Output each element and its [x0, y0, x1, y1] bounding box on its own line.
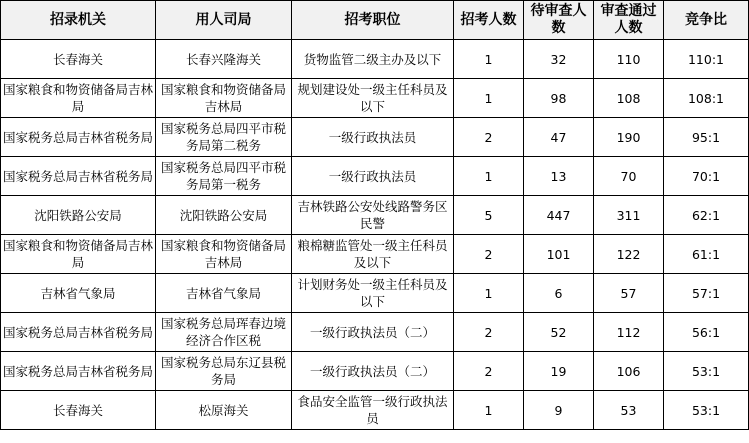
cell-department: 吉林省气象局: [156, 274, 292, 313]
table-row: [1, 157, 749, 196]
cell-agency: 国家税务总局吉林省税务局: [1, 157, 156, 196]
cell-department: 国家税务总局珲春边境经济合作区税: [156, 313, 292, 352]
cell-pending: 52: [524, 313, 594, 352]
cell-approved: 57: [594, 274, 664, 313]
cell-ratio: 62:1: [664, 196, 749, 235]
header-hiring-department: 用人司局: [156, 1, 292, 40]
cell-approved: 106: [594, 352, 664, 391]
cell-department: 国家税务总局四平市税务局第一税务: [156, 157, 292, 196]
header-competition-ratio: 竞争比: [664, 1, 749, 40]
cell-pending: 9: [524, 391, 594, 430]
header-row: [1, 1, 749, 40]
table-body: [1, 40, 749, 430]
cell-openings: 2: [454, 313, 524, 352]
cell-approved: 53: [594, 391, 664, 430]
cell-department: 松原海关: [156, 391, 292, 430]
cell-department: 国家税务总局四平市税务局第二税务: [156, 118, 292, 157]
cell-openings: 1: [454, 157, 524, 196]
cell-agency: 长春海关: [1, 391, 156, 430]
cell-pending: 98: [524, 79, 594, 118]
table-row: [1, 313, 749, 352]
cell-position: 一级行政执法员: [292, 157, 454, 196]
cell-position: 粮棉糖监管处一级主任科员及以下: [292, 235, 454, 274]
cell-openings: 1: [454, 79, 524, 118]
cell-pending: 6: [524, 274, 594, 313]
table-row: [1, 40, 749, 79]
cell-ratio: 108:1: [664, 79, 749, 118]
cell-ratio: 53:1: [664, 352, 749, 391]
cell-openings: 5: [454, 196, 524, 235]
cell-pending: 447: [524, 196, 594, 235]
table-row: [1, 391, 749, 430]
table-row: [1, 274, 749, 313]
cell-agency: 国家税务总局吉林省税务局: [1, 118, 156, 157]
header-recruiting-agency: 招录机关: [1, 1, 156, 40]
cell-openings: 2: [454, 118, 524, 157]
cell-position: 货物监管二级主办及以下: [292, 40, 454, 79]
cell-department: 国家粮食和物资储备局吉林局: [156, 235, 292, 274]
cell-approved: 112: [594, 313, 664, 352]
cell-agency: 国家粮食和物资储备局吉林局: [1, 79, 156, 118]
cell-position: 计划财务处一级主任科员及以下: [292, 274, 454, 313]
cell-department: 国家税务总局东辽县税务局: [156, 352, 292, 391]
cell-department: 长春兴隆海关: [156, 40, 292, 79]
cell-pending: 19: [524, 352, 594, 391]
cell-position: 规划建设处一级主任科员及以下: [292, 79, 454, 118]
cell-agency: 长春海关: [1, 40, 156, 79]
cell-pending: 101: [524, 235, 594, 274]
cell-ratio: 70:1: [664, 157, 749, 196]
header-openings: 招考人数: [454, 1, 524, 40]
cell-ratio: 95:1: [664, 118, 749, 157]
table-row: [1, 118, 749, 157]
table-row: [1, 79, 749, 118]
cell-approved: 70: [594, 157, 664, 196]
cell-ratio: 57:1: [664, 274, 749, 313]
header-position: 招考职位: [292, 1, 454, 40]
table-row: [1, 196, 749, 235]
cell-agency: 国家税务总局吉林省税务局: [1, 313, 156, 352]
cell-openings: 2: [454, 235, 524, 274]
cell-approved: 122: [594, 235, 664, 274]
cell-position: 一级行政执法员: [292, 118, 454, 157]
cell-pending: 32: [524, 40, 594, 79]
cell-department: 国家粮食和物资储备局吉林局: [156, 79, 292, 118]
cell-agency: 国家粮食和物资储备局吉林局: [1, 235, 156, 274]
cell-position: 吉林铁路公安处线路警务区民警: [292, 196, 454, 235]
table-row: [1, 352, 749, 391]
cell-pending: 47: [524, 118, 594, 157]
cell-agency: 吉林省气象局: [1, 274, 156, 313]
table-row: [1, 235, 749, 274]
cell-ratio: 53:1: [664, 391, 749, 430]
cell-pending: 13: [524, 157, 594, 196]
cell-ratio: 61:1: [664, 235, 749, 274]
cell-openings: 1: [454, 274, 524, 313]
cell-position: 一级行政执法员（二）: [292, 352, 454, 391]
cell-department: 沈阳铁路公安局: [156, 196, 292, 235]
cell-agency: 国家税务总局吉林省税务局: [1, 352, 156, 391]
cell-ratio: 56:1: [664, 313, 749, 352]
cell-approved: 190: [594, 118, 664, 157]
cell-agency: 沈阳铁路公安局: [1, 196, 156, 235]
header-approved: 审查通过人数: [594, 1, 664, 40]
cell-openings: 1: [454, 40, 524, 79]
cell-approved: 311: [594, 196, 664, 235]
cell-openings: 1: [454, 391, 524, 430]
cell-position: 一级行政执法员（二）: [292, 313, 454, 352]
cell-approved: 110: [594, 40, 664, 79]
header-pending-review: 待审查人数: [524, 1, 594, 40]
cell-ratio: 110:1: [664, 40, 749, 79]
cell-approved: 108: [594, 79, 664, 118]
cell-openings: 2: [454, 352, 524, 391]
cell-position: 食品安全监管一级行政执法员: [292, 391, 454, 430]
